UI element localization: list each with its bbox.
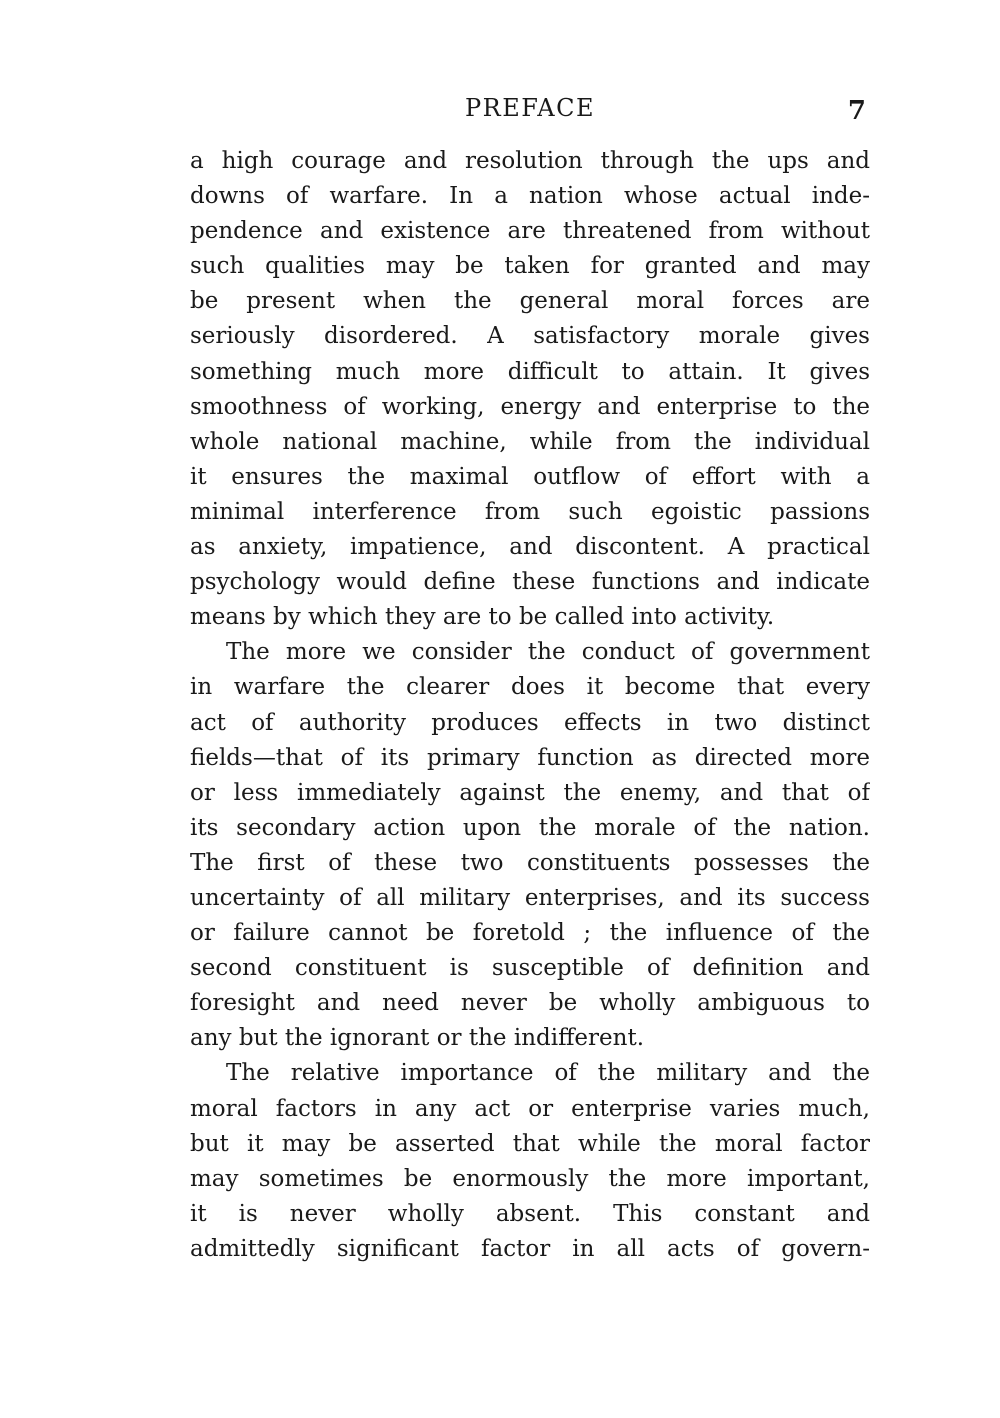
text-line: whole national machine, while from the individual: [190, 428, 870, 455]
text-line: such qualities may be taken for granted and may: [190, 253, 870, 280]
text-line: minimal interference from such egoistic passions: [190, 498, 870, 525]
body-text: [190, 144, 870, 1267]
text-line: foresight and need never be wholly ambiguous to: [190, 990, 870, 1017]
text-line: uncertainty of all military enterprises, and its success: [190, 884, 870, 911]
running-title: PREFACE: [464, 94, 596, 122]
text-line: as anxiety, impatience, and discontent. A practical: [190, 534, 870, 561]
text-line: means by which they are to be called into activity.: [190, 604, 775, 631]
text-line: psychology would define these functions and indicate: [190, 569, 870, 596]
text-line: may sometimes be enormously the more important,: [190, 1165, 870, 1192]
running-head: [190, 94, 870, 130]
text-line: or less immediately against the enemy, and that of: [190, 779, 870, 806]
text-line: seriously disordered. A satisfactory morale gives: [190, 323, 870, 350]
page-number: 7: [847, 96, 866, 126]
paragraph: [190, 1056, 870, 1267]
text-line: admittedly significant factor in all acts of govern-: [190, 1235, 870, 1262]
text-line: be present when the general moral forces are: [190, 288, 870, 315]
text-line: The first of these two constituents possesses the: [190, 849, 870, 876]
paragraph: [190, 144, 870, 635]
text-line: moral factors in any act or enterprise varies much,: [190, 1095, 870, 1122]
text-line: its secondary action upon the morale of the nation.: [190, 814, 870, 841]
text-line: downs of warfare. In a nation whose actual inde-: [190, 183, 870, 210]
text-line: The more we consider the conduct of government: [226, 639, 870, 666]
text-line: The relative importance of the military and the: [226, 1060, 870, 1087]
text-line: but it may be asserted that while the moral factor: [190, 1130, 870, 1157]
text-line: pendence and existence are threatened from without: [190, 218, 870, 245]
text-line: it ensures the maximal outflow of effort with a: [190, 463, 870, 490]
text-line: second constituent is susceptible of definition and: [190, 955, 870, 982]
text-line: it is never wholly absent. This constant and: [190, 1200, 870, 1227]
text-line: or failure cannot be foretold ; the influence of the: [190, 920, 870, 947]
text-line: act of authority produces effects in two distinct: [190, 709, 870, 736]
text-line: fields—that of its primary function as directed more: [190, 744, 870, 771]
text-line: something much more difficult to attain. It gives: [190, 358, 870, 385]
text-line: smoothness of working, energy and enterprise to the: [190, 393, 870, 420]
text-line: a high courage and resolution through the ups and: [190, 148, 870, 174]
text-line: in warfare the clearer does it become that every: [190, 674, 870, 701]
paragraph: [190, 635, 870, 1056]
text-line: any but the ignorant or the indifferent.: [190, 1025, 645, 1052]
